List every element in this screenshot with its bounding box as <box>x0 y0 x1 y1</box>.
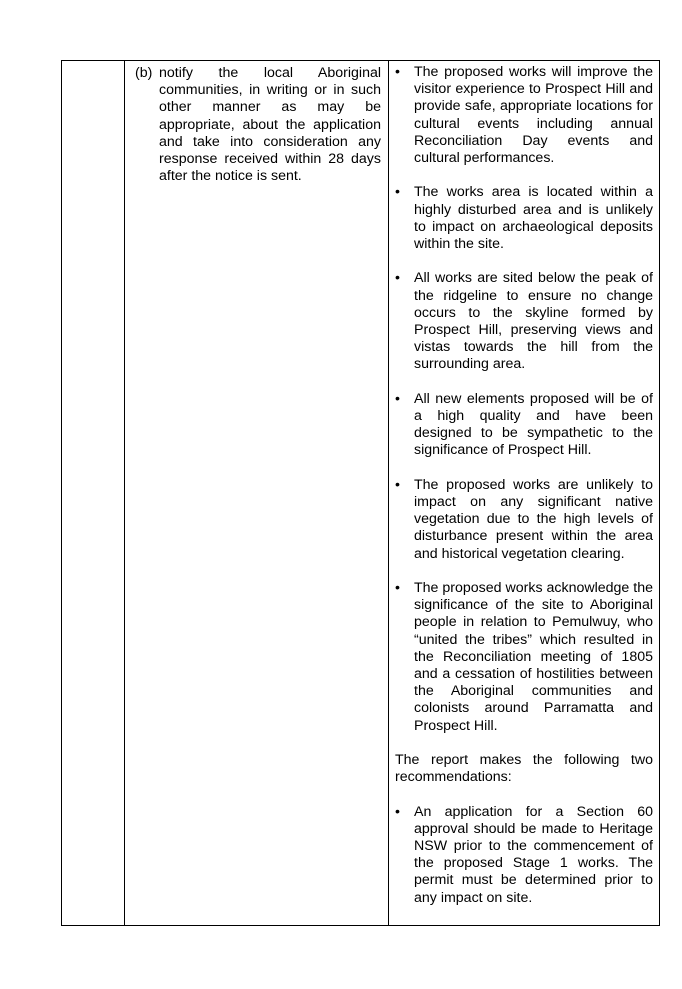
response-bullet: • All new elements proposed will be of a high quality and have been designed to be sympathetic to the significance of Prospect Hill. <box>395 391 653 460</box>
requirement-item-b <box>135 65 381 185</box>
response-bullet: • All works are sited below the peak of the ridgeline to ensure no change occurs to the skyline formed by Prospect Hill, preserving views and vistas towards the hill from the surrounding area. <box>395 270 653 373</box>
table-column-empty <box>62 61 125 925</box>
list-marker: (b) <box>135 65 153 81</box>
recommendation-bullet: • An application for a Section 60 approval should be made to Heritage NSW prior to the commencement of the proposed Stage 1 works. The permit must be determined prior to any impact on site. <box>395 804 653 907</box>
response-bullet: • The proposed works are unlikely to impact on any significant native vegetation due to the high levels of disturbance present within the area and historical vegetation clearing. <box>395 477 653 563</box>
table-column-response <box>389 61 659 925</box>
table-column-requirement <box>125 61 389 925</box>
response-bullet: • The works area is located within a highly disturbed area and is unlikely to impact on archaeological deposits within the site. <box>395 184 653 253</box>
response-bullet: • The proposed works acknowledge the significance of the site to Aboriginal people in relation to Pemulwuy, who “united the tribes” which resulted in the Reconciliation meeting of 1805 and a cessation of hostilities between the Aboriginal communities and colonists around Parramatta and Prospect Hill. <box>395 580 653 735</box>
response-bullet: • The proposed works will improve the visitor experience to Prospect Hill and provide safe, appropriate locations for cultural events including annual Reconciliation Day events and cultural performances. <box>395 64 653 167</box>
document-table <box>61 60 660 926</box>
requirement-text: notify the local Aboriginal communities, in writing or in such other manner as may be appropriate, about the application and take into consideration any response received within 28 days after the notice is sent. <box>159 65 381 185</box>
recommendations-intro: The report makes the following two recommendations: <box>395 752 653 786</box>
